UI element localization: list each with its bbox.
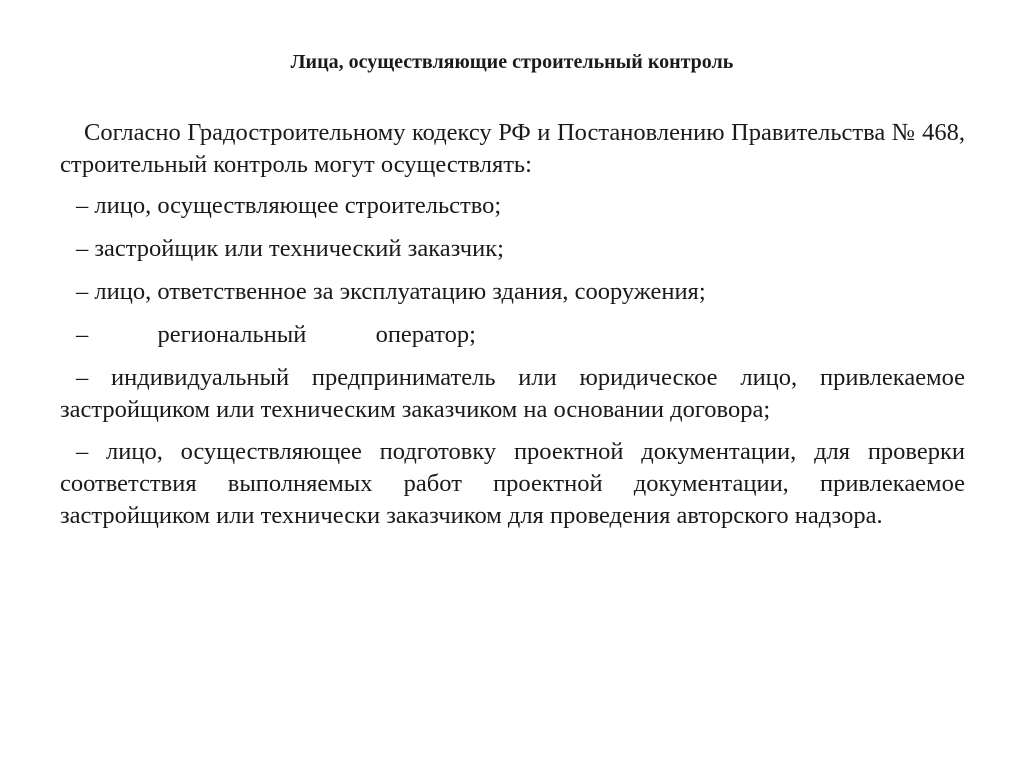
list-item: – лицо, ответственное за эксплуатацию здания, сооружения; [76, 278, 706, 305]
list-item: – застройщик или технический заказчик; [76, 235, 504, 262]
list-item: – региональный оператор; [76, 321, 476, 348]
intro-paragraph: Согласно Градостроительному кодексу РФ и Постановлению Правительства № 468, строительный контроль могут осуществлять: [60, 119, 965, 178]
list-item: – лицо, осуществляющее строительство; [76, 192, 502, 219]
list-item: – лицо, осуществляющее подготовку проектной документации, для проверки соответствия выполняемых работ проектной документации, привлекаемое застройщиком или технически заказчиком для проведения авторского надзора. [60, 438, 965, 529]
document-body [60, 117, 965, 542]
page-title: Лица, осуществляющие строительный контроль [290, 51, 734, 73]
list-item: – индивидуальный предприниматель или юридическое лицо, привлекаемое застройщиком или техническим заказчиком на основании договора; [60, 364, 965, 423]
